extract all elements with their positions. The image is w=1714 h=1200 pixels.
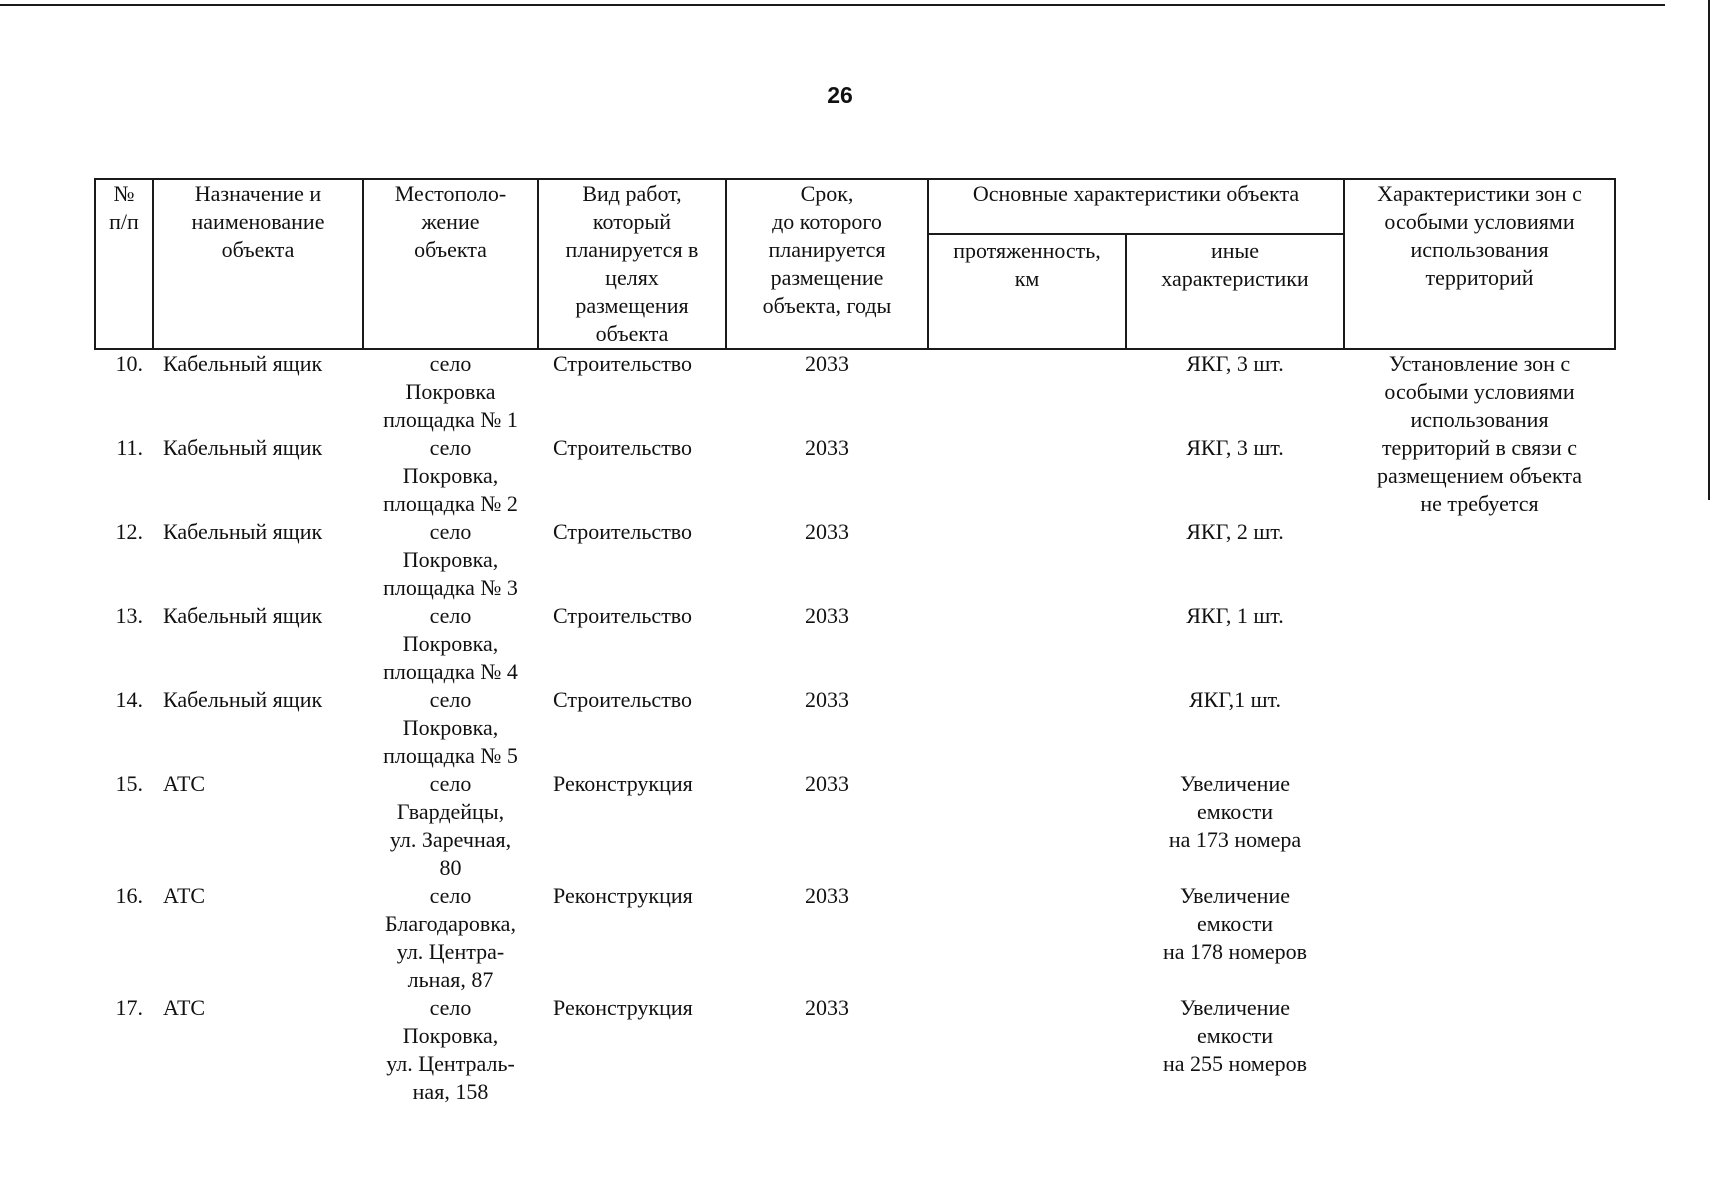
row-length <box>928 686 1126 770</box>
row-location: село Покровка, площадка № 2 <box>383 435 518 516</box>
row-num: 17. <box>115 995 143 1020</box>
header-location: Местополо- жение объекта <box>363 179 538 349</box>
row-deadline: 2033 <box>805 771 849 796</box>
header-length: протяженность, км <box>928 234 1126 349</box>
table-body <box>95 349 1615 1106</box>
planning-table <box>94 178 1616 1106</box>
row-length <box>928 518 1126 602</box>
table-row <box>95 349 1615 434</box>
row-name: АТС <box>163 771 206 796</box>
header-deadline: Срок, до которого планируется размещение объекта, годы <box>726 179 928 349</box>
right-border-line <box>1708 0 1710 500</box>
zones-note: Установление зон с особыми условиями использования территорий в связи с размещением объекта не требуется <box>1376 351 1583 516</box>
row-name: Кабельный ящик <box>163 687 323 712</box>
header-other: иные характеристики <box>1126 234 1344 349</box>
row-num: 16. <box>115 883 143 908</box>
top-border-line <box>0 4 1665 6</box>
row-num: 13. <box>115 603 143 628</box>
row-num: 12. <box>115 519 143 544</box>
row-work-type: Строительство <box>553 351 693 376</box>
row-work-type: Реконструкция <box>553 995 693 1020</box>
row-location: село Покровка площадка № 1 <box>383 351 518 432</box>
row-other: ЯКГ, 3 шт. <box>1186 351 1284 376</box>
row-length <box>928 602 1126 686</box>
row-name: Кабельный ящик <box>163 351 323 376</box>
row-location: село Благодаровка, ул. Центра- льная, 87 <box>385 883 516 992</box>
row-name: АТС <box>163 995 206 1020</box>
row-deadline: 2033 <box>805 519 849 544</box>
row-work-type: Строительство <box>553 519 693 544</box>
row-name: Кабельный ящик <box>163 435 323 460</box>
row-length <box>928 349 1126 434</box>
row-work-type: Строительство <box>553 687 693 712</box>
row-deadline: 2033 <box>805 687 849 712</box>
row-location: село Покровка, ул. Централь- ная, 158 <box>386 995 515 1104</box>
header-work-type: Вид работ, который планируется в целях размещения объекта <box>538 179 726 349</box>
row-deadline: 2033 <box>805 603 849 628</box>
row-num: 14. <box>115 687 143 712</box>
row-name: Кабельный ящик <box>163 603 323 628</box>
row-length <box>928 770 1126 882</box>
row-location: село Покровка, площадка № 4 <box>383 603 518 684</box>
row-num: 11. <box>116 435 143 460</box>
row-num: 15. <box>115 771 143 796</box>
row-num: 10. <box>115 351 143 376</box>
row-deadline: 2033 <box>805 883 849 908</box>
row-other: ЯКГ,1 шт. <box>1189 687 1281 712</box>
row-name: Кабельный ящик <box>163 519 323 544</box>
row-other: ЯКГ, 1 шт. <box>1186 603 1284 628</box>
row-other: Увеличение емкости на 178 номеров <box>1163 883 1307 964</box>
row-work-type: Реконструкция <box>553 883 693 908</box>
row-length <box>928 882 1126 994</box>
row-other: ЯКГ, 3 шт. <box>1186 435 1284 460</box>
row-name: АТС <box>163 883 206 908</box>
row-location: село Покровка, площадка № 3 <box>383 519 518 600</box>
row-length <box>928 434 1126 518</box>
header-zones: Характеристики зон с особыми условиями использования территорий <box>1344 179 1615 349</box>
row-deadline: 2033 <box>805 435 849 460</box>
header-characteristics-group: Основные характеристики объекта <box>928 179 1344 234</box>
row-work-type: Реконструкция <box>553 771 693 796</box>
page-number: 26 <box>827 82 853 108</box>
row-deadline: 2033 <box>805 995 849 1020</box>
row-work-type: Строительство <box>553 435 693 460</box>
row-location: село Гвардейцы, ул. Заречная, 80 <box>389 771 512 880</box>
table-header <box>95 179 1615 349</box>
row-length <box>928 994 1126 1106</box>
header-num: № п/п <box>95 179 153 349</box>
row-other: Увеличение емкости на 173 номера <box>1168 771 1302 852</box>
row-deadline: 2033 <box>805 351 849 376</box>
row-other: ЯКГ, 2 шт. <box>1186 519 1284 544</box>
row-work-type: Строительство <box>553 603 693 628</box>
row-location: село Покровка, площадка № 5 <box>383 687 518 768</box>
row-other: Увеличение емкости на 255 номеров <box>1163 995 1307 1076</box>
header-name: Назначение и наименование объекта <box>153 179 363 349</box>
